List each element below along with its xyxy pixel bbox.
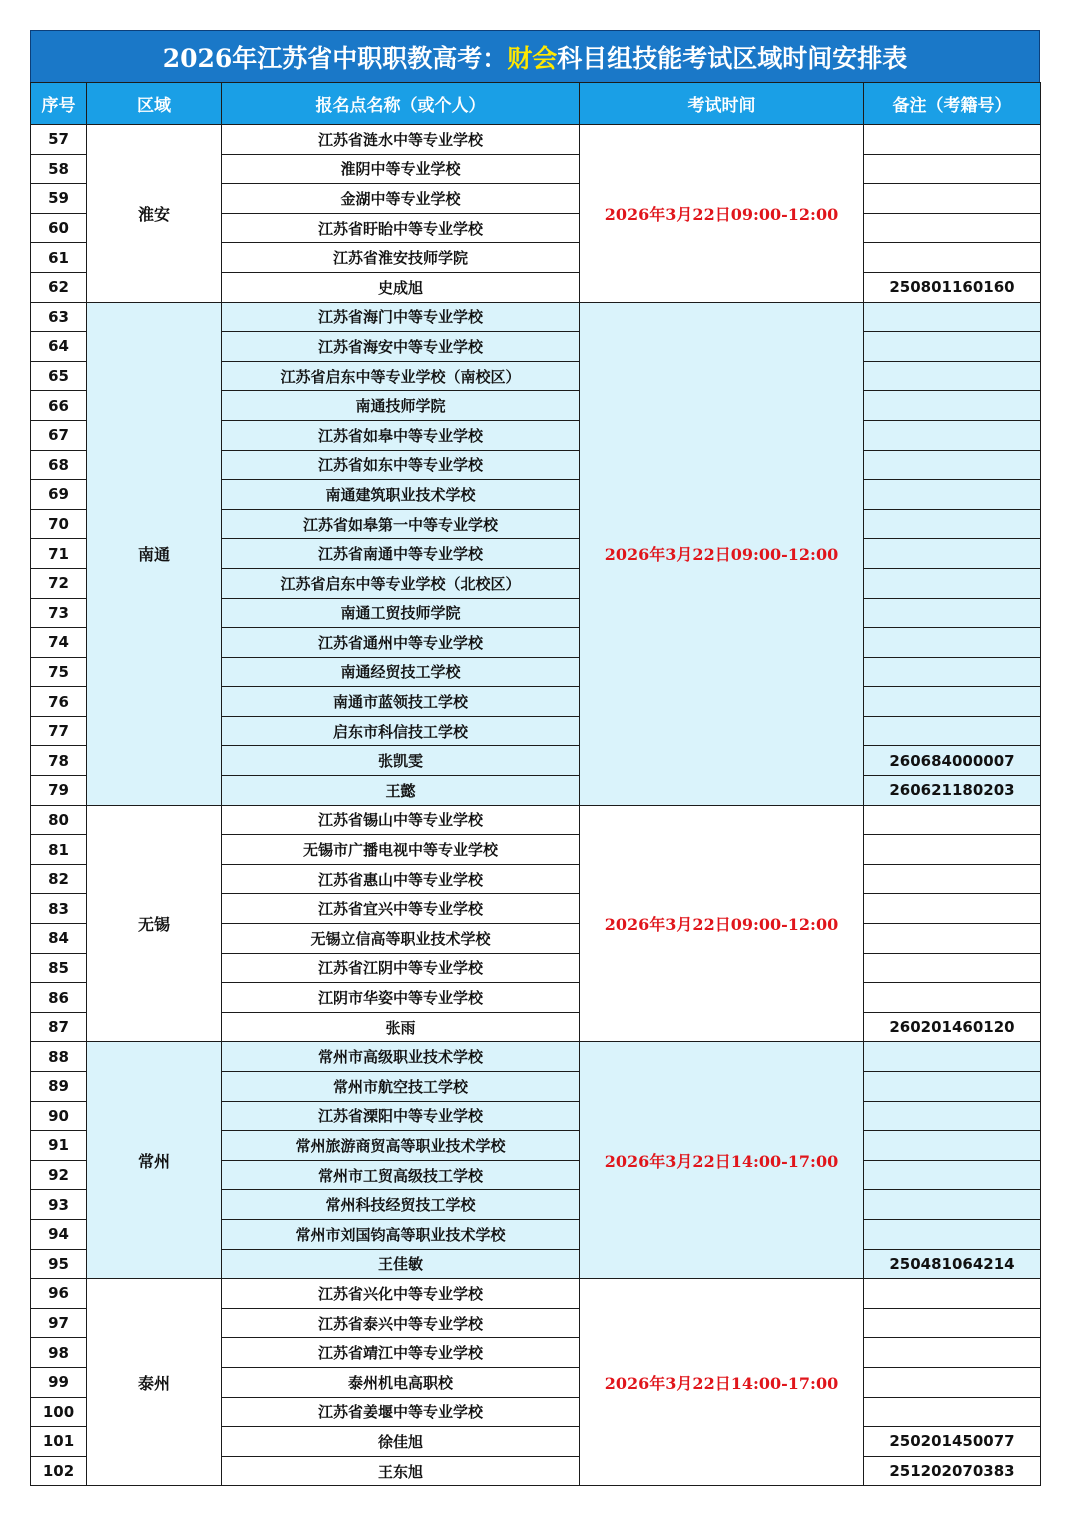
title-suffix: 科目组技能考试区域时间安排表 bbox=[557, 43, 908, 73]
site-name: 徐佳旭 bbox=[222, 1427, 580, 1457]
registration-number bbox=[864, 539, 1041, 569]
site-name: 王东旭 bbox=[222, 1456, 580, 1486]
registration-number bbox=[864, 598, 1041, 628]
registration-number bbox=[864, 924, 1041, 954]
site-name: 淮阴中等专业学校 bbox=[222, 154, 580, 184]
site-name: 泰州机电高职校 bbox=[222, 1367, 580, 1397]
site-name: 江苏省如皋中等专业学校 bbox=[222, 420, 580, 450]
table-row bbox=[31, 125, 1041, 155]
row-seq: 87 bbox=[31, 1012, 87, 1042]
row-seq: 100 bbox=[31, 1397, 87, 1427]
region-cell: 无锡 bbox=[87, 805, 222, 1042]
site-name: 启东市科信技工学校 bbox=[222, 716, 580, 746]
row-seq: 65 bbox=[31, 361, 87, 391]
registration-number bbox=[864, 687, 1041, 717]
site-name: 南通技师学院 bbox=[222, 391, 580, 421]
row-seq: 90 bbox=[31, 1101, 87, 1131]
registration-number: 250801160160 bbox=[864, 272, 1041, 302]
registration-number bbox=[864, 983, 1041, 1013]
site-name: 江苏省兴化中等专业学校 bbox=[222, 1279, 580, 1309]
site-name: 南通工贸技师学院 bbox=[222, 598, 580, 628]
registration-number bbox=[864, 450, 1041, 480]
site-name: 常州市刘国钧高等职业技术学校 bbox=[222, 1219, 580, 1249]
row-seq: 69 bbox=[31, 480, 87, 510]
registration-number bbox=[864, 716, 1041, 746]
site-name: 南通建筑职业技术学校 bbox=[222, 480, 580, 510]
site-name: 王懿 bbox=[222, 776, 580, 806]
registration-number bbox=[864, 420, 1041, 450]
site-name: 江苏省靖江中等专业学校 bbox=[222, 1338, 580, 1368]
registration-number bbox=[864, 1397, 1041, 1427]
site-name: 史成旭 bbox=[222, 272, 580, 302]
site-name: 常州市工贸高级技工学校 bbox=[222, 1160, 580, 1190]
registration-number bbox=[864, 1072, 1041, 1102]
row-seq: 85 bbox=[31, 953, 87, 983]
exam-time: 2026年3月22日09:00-12:00 bbox=[580, 805, 864, 1042]
site-name: 南通经贸技工学校 bbox=[222, 657, 580, 687]
row-seq: 76 bbox=[31, 687, 87, 717]
row-seq: 98 bbox=[31, 1338, 87, 1368]
registration-number bbox=[864, 953, 1041, 983]
site-name: 江苏省海安中等专业学校 bbox=[222, 332, 580, 362]
site-name: 江苏省如东中等专业学校 bbox=[222, 450, 580, 480]
site-name: 常州市航空技工学校 bbox=[222, 1072, 580, 1102]
row-seq: 78 bbox=[31, 746, 87, 776]
site-name: 江苏省锡山中等专业学校 bbox=[222, 805, 580, 835]
registration-number bbox=[864, 243, 1041, 273]
registration-number bbox=[864, 1367, 1041, 1397]
site-name: 江苏省姜堰中等专业学校 bbox=[222, 1397, 580, 1427]
site-name: 江苏省涟水中等专业学校 bbox=[222, 125, 580, 155]
row-seq: 63 bbox=[31, 302, 87, 332]
row-seq: 92 bbox=[31, 1160, 87, 1190]
row-seq: 93 bbox=[31, 1190, 87, 1220]
registration-number bbox=[864, 302, 1041, 332]
header-region: 区域 bbox=[87, 83, 222, 125]
exam-time: 2026年3月22日14:00-17:00 bbox=[580, 1042, 864, 1279]
row-seq: 95 bbox=[31, 1249, 87, 1279]
registration-number bbox=[864, 1279, 1041, 1309]
row-seq: 91 bbox=[31, 1131, 87, 1161]
row-seq: 61 bbox=[31, 243, 87, 273]
row-seq: 89 bbox=[31, 1072, 87, 1102]
site-name: 常州旅游商贸高等职业技术学校 bbox=[222, 1131, 580, 1161]
table-row bbox=[31, 1042, 1041, 1072]
registration-number bbox=[864, 864, 1041, 894]
row-seq: 64 bbox=[31, 332, 87, 362]
header-note: 备注（考籍号） bbox=[864, 83, 1041, 125]
region-cell: 泰州 bbox=[87, 1279, 222, 1486]
row-seq: 72 bbox=[31, 568, 87, 598]
registration-number bbox=[864, 657, 1041, 687]
site-name: 江苏省如皋第一中等专业学校 bbox=[222, 509, 580, 539]
region-cell: 南通 bbox=[87, 302, 222, 805]
row-seq: 57 bbox=[31, 125, 87, 155]
site-name: 江苏省海门中等专业学校 bbox=[222, 302, 580, 332]
registration-number bbox=[864, 1190, 1041, 1220]
registration-number bbox=[864, 894, 1041, 924]
header-site-name: 报名点名称（或个人） bbox=[222, 83, 580, 125]
registration-number bbox=[864, 568, 1041, 598]
row-seq: 66 bbox=[31, 391, 87, 421]
row-seq: 67 bbox=[31, 420, 87, 450]
registration-number: 250201450077 bbox=[864, 1427, 1041, 1457]
region-cell: 常州 bbox=[87, 1042, 222, 1279]
header-exam-time: 考试时间 bbox=[580, 83, 864, 125]
row-seq: 81 bbox=[31, 835, 87, 865]
row-seq: 96 bbox=[31, 1279, 87, 1309]
site-name: 无锡市广播电视中等专业学校 bbox=[222, 835, 580, 865]
registration-number: 260684000007 bbox=[864, 746, 1041, 776]
row-seq: 88 bbox=[31, 1042, 87, 1072]
row-seq: 77 bbox=[31, 716, 87, 746]
table-row bbox=[31, 302, 1041, 332]
row-seq: 75 bbox=[31, 657, 87, 687]
registration-number bbox=[864, 125, 1041, 155]
registration-number bbox=[864, 1338, 1041, 1368]
row-seq: 101 bbox=[31, 1427, 87, 1457]
registration-number bbox=[864, 835, 1041, 865]
site-name: 王佳敏 bbox=[222, 1249, 580, 1279]
site-name: 江苏省南通中等专业学校 bbox=[222, 539, 580, 569]
registration-number bbox=[864, 391, 1041, 421]
table-row bbox=[31, 1279, 1041, 1309]
registration-number bbox=[864, 1101, 1041, 1131]
row-seq: 74 bbox=[31, 628, 87, 658]
site-name: 江阴市华姿中等专业学校 bbox=[222, 983, 580, 1013]
registration-number bbox=[864, 184, 1041, 214]
site-name: 江苏省淮安技师学院 bbox=[222, 243, 580, 273]
registration-number bbox=[864, 509, 1041, 539]
row-seq: 62 bbox=[31, 272, 87, 302]
title-highlight: 财会 bbox=[507, 43, 558, 73]
registration-number: 251202070383 bbox=[864, 1456, 1041, 1486]
row-seq: 99 bbox=[31, 1367, 87, 1397]
site-name: 江苏省启东中等专业学校（北校区） bbox=[222, 568, 580, 598]
row-seq: 73 bbox=[31, 598, 87, 628]
site-name: 无锡立信高等职业技术学校 bbox=[222, 924, 580, 954]
registration-number bbox=[864, 1308, 1041, 1338]
site-name: 张凯雯 bbox=[222, 746, 580, 776]
site-name: 江苏省宜兴中等专业学校 bbox=[222, 894, 580, 924]
row-seq: 71 bbox=[31, 539, 87, 569]
registration-number bbox=[864, 154, 1041, 184]
site-name: 江苏省泰兴中等专业学校 bbox=[222, 1308, 580, 1338]
registration-number bbox=[864, 1219, 1041, 1249]
row-seq: 97 bbox=[31, 1308, 87, 1338]
row-seq: 58 bbox=[31, 154, 87, 184]
table-body bbox=[31, 125, 1041, 1486]
site-name: 常州市高级职业技术学校 bbox=[222, 1042, 580, 1072]
site-name: 江苏省溧阳中等专业学校 bbox=[222, 1101, 580, 1131]
registration-number bbox=[864, 628, 1041, 658]
row-seq: 68 bbox=[31, 450, 87, 480]
header-seq: 序号 bbox=[31, 83, 87, 125]
site-name: 张雨 bbox=[222, 1012, 580, 1042]
row-seq: 84 bbox=[31, 924, 87, 954]
region-cell: 淮安 bbox=[87, 125, 222, 303]
exam-time: 2026年3月22日14:00-17:00 bbox=[580, 1279, 864, 1486]
table-row bbox=[31, 805, 1041, 835]
registration-number bbox=[864, 1131, 1041, 1161]
site-name: 江苏省江阴中等专业学校 bbox=[222, 953, 580, 983]
row-seq: 94 bbox=[31, 1219, 87, 1249]
row-seq: 86 bbox=[31, 983, 87, 1013]
table-title bbox=[30, 30, 1040, 82]
row-seq: 80 bbox=[31, 805, 87, 835]
row-seq: 60 bbox=[31, 213, 87, 243]
site-name: 江苏省盱眙中等专业学校 bbox=[222, 213, 580, 243]
row-seq: 82 bbox=[31, 864, 87, 894]
registration-number bbox=[864, 480, 1041, 510]
registration-number bbox=[864, 805, 1041, 835]
registration-number bbox=[864, 1042, 1041, 1072]
exam-time: 2026年3月22日09:00-12:00 bbox=[580, 125, 864, 303]
row-seq: 102 bbox=[31, 1456, 87, 1486]
header-row bbox=[31, 83, 1041, 125]
site-name: 南通市蓝领技工学校 bbox=[222, 687, 580, 717]
exam-time: 2026年3月22日09:00-12:00 bbox=[580, 302, 864, 805]
schedule-sheet bbox=[30, 30, 1040, 1486]
registration-number bbox=[864, 1160, 1041, 1190]
site-name: 江苏省惠山中等专业学校 bbox=[222, 864, 580, 894]
registration-number bbox=[864, 361, 1041, 391]
title-prefix: 2026年江苏省中职职教高考： bbox=[162, 43, 508, 73]
registration-number: 260621180203 bbox=[864, 776, 1041, 806]
registration-number bbox=[864, 213, 1041, 243]
registration-number bbox=[864, 332, 1041, 362]
site-name: 江苏省通州中等专业学校 bbox=[222, 628, 580, 658]
registration-number: 260201460120 bbox=[864, 1012, 1041, 1042]
row-seq: 59 bbox=[31, 184, 87, 214]
site-name: 金湖中等专业学校 bbox=[222, 184, 580, 214]
registration-number: 250481064214 bbox=[864, 1249, 1041, 1279]
row-seq: 83 bbox=[31, 894, 87, 924]
site-name: 江苏省启东中等专业学校（南校区） bbox=[222, 361, 580, 391]
row-seq: 70 bbox=[31, 509, 87, 539]
site-name: 常州科技经贸技工学校 bbox=[222, 1190, 580, 1220]
row-seq: 79 bbox=[31, 776, 87, 806]
schedule-table bbox=[30, 82, 1041, 1486]
